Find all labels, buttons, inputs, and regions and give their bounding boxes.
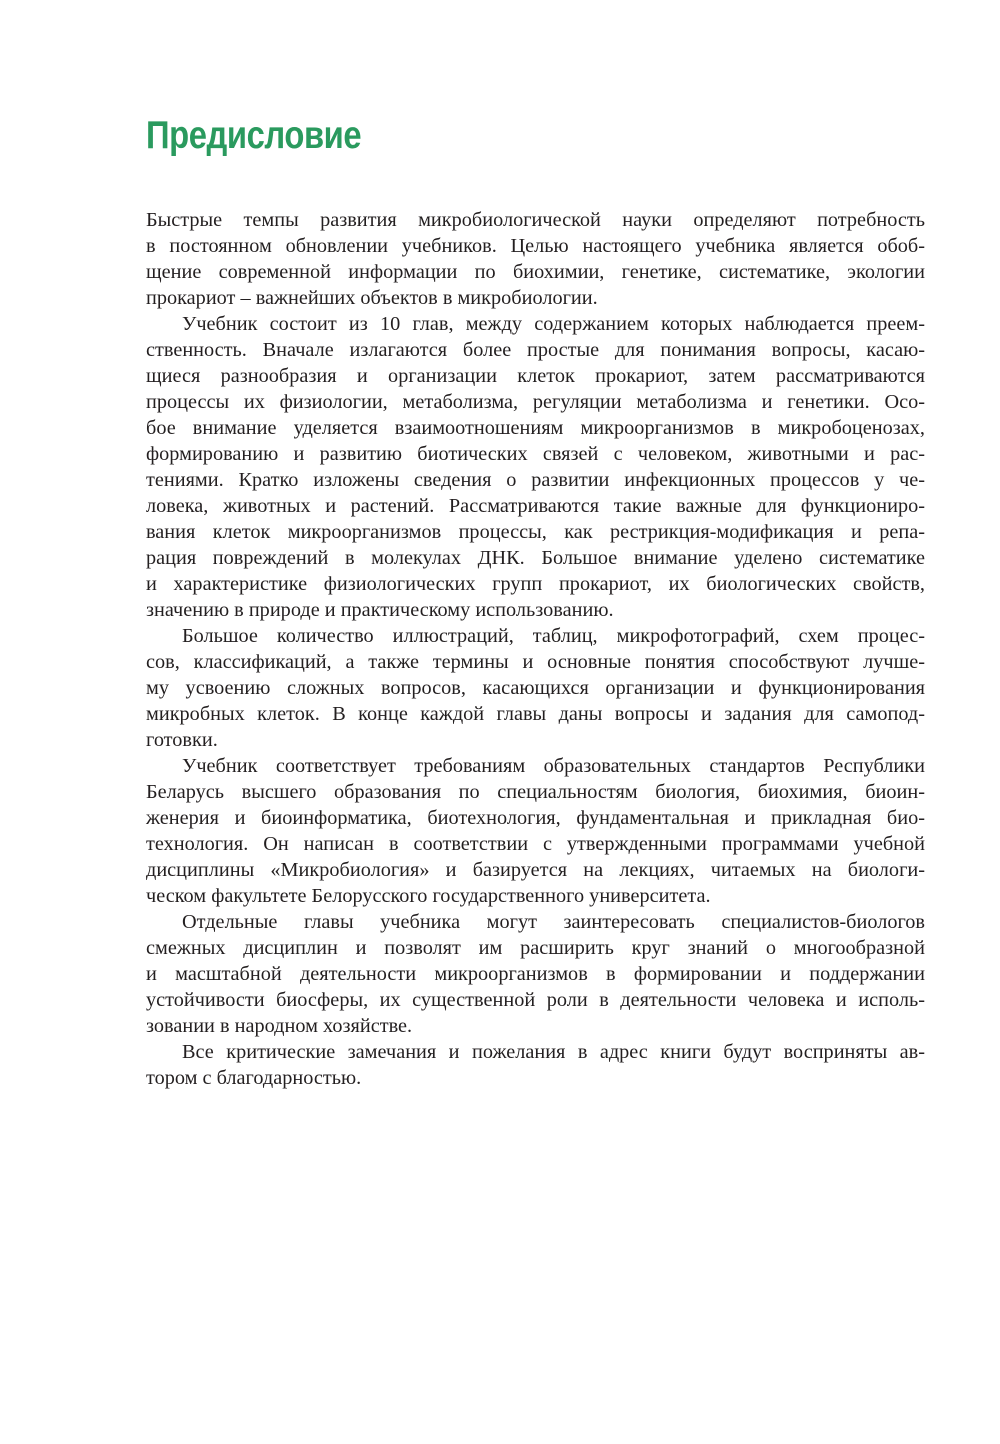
text-line: бое внимание уделяется взаимоотношениям микроорганизмов в микробоценозах, <box>146 417 925 439</box>
text-line: прокариот – важнейших объектов в микробиологии. <box>146 287 598 309</box>
text-line: тениями. Кратко изложены сведения о развитии инфекционных процессов у че- <box>146 469 925 491</box>
text-line: ческом факультете Белорусского государственного университета. <box>146 885 711 907</box>
text-line: микробных клеток. В конце каждой главы даны вопросы и задания для самопод- <box>146 703 925 725</box>
text-line: смежных дисциплин и позволят им расширить круг знаний о многообразной <box>146 937 925 959</box>
text-line: сов, классификаций, а также термины и основные понятия способствуют лучше- <box>146 651 925 673</box>
text-line: щиеся разнообразия и организации клеток прокариот, затем рассматриваются <box>146 365 925 387</box>
text-line: Отдельные главы учебника могут заинтересовать специалистов-биологов <box>182 911 925 933</box>
text-line: процессы их физиологии, метаболизма, регуляции метаболизма и генетики. Осо- <box>146 391 925 413</box>
text-line: вания клеток микроорганизмов процессы, как рестрикция-модификация и репа- <box>146 521 925 543</box>
text-line: в постоянном обновлении учебников. Целью настоящего учебника является обоб- <box>146 235 925 257</box>
paragraph <box>146 207 925 311</box>
paragraph <box>146 753 925 909</box>
text-line: формированию и развитию биотических связей с человеком, животными и рас- <box>146 443 925 465</box>
paragraph <box>146 1039 925 1091</box>
text-line: Все критические замечания и пожелания в адрес книги будут восприняты ав- <box>182 1041 925 1063</box>
text-line: Беларусь высшего образования по специальностям биология, биохимия, биоин- <box>146 781 925 803</box>
paragraph <box>146 909 925 1039</box>
paragraph <box>146 311 925 623</box>
text-line: Учебник соответствует требованиям образовательных стандартов Республики <box>182 755 925 777</box>
text-line: щение современной информации по биохимии, генетике, систематике, экологии <box>146 261 925 283</box>
text-line: ственность. Вначале излагаются более простые для понимания вопросы, касаю- <box>146 339 925 361</box>
text-line: тором с благодарностью. <box>146 1067 362 1089</box>
text-line: рация повреждений в молекулах ДНК. Большое внимание уделено систематике <box>146 547 925 569</box>
text-line: и характеристике физиологических групп прокариот, их биологических свойств, <box>146 573 925 595</box>
paragraph <box>146 623 925 753</box>
page-title: Предисловие <box>146 114 362 157</box>
text-line: и масштабной деятельности микроорганизмов в формировании и поддержании <box>146 963 925 985</box>
text-line: му усвоению сложных вопросов, касающихся организации и функционирования <box>146 677 925 699</box>
text-line: технология. Он написан в соответствии с утвержденными программами учебной <box>146 833 925 855</box>
text-line: дисциплины «Микробиология» и базируется на лекциях, читаемых на биологи- <box>146 859 925 881</box>
text-line: ловека, животных и растений. Рассматриваются такие важные для функциониро- <box>146 495 925 517</box>
text-line: Быстрые темпы развития микробиологической науки определяют потребность <box>146 209 925 231</box>
text-line: Большое количество иллюстраций, таблиц, микрофотографий, схем процес- <box>182 625 925 647</box>
text-line: зовании в народном хозяйстве. <box>146 1015 413 1037</box>
text-line: устойчивости биосферы, их существенной роли в деятельности человека и исполь- <box>146 989 925 1011</box>
text-line: готовки. <box>146 729 218 751</box>
preface-body <box>146 207 925 1091</box>
text-line: женерия и биоинформатика, биотехнология, фундаментальная и прикладная био- <box>146 807 925 829</box>
text-line: значению в природе и практическому использованию. <box>146 599 614 621</box>
text-line: Учебник состоит из 10 глав, между содержанием которых наблюдается преем- <box>182 313 925 335</box>
